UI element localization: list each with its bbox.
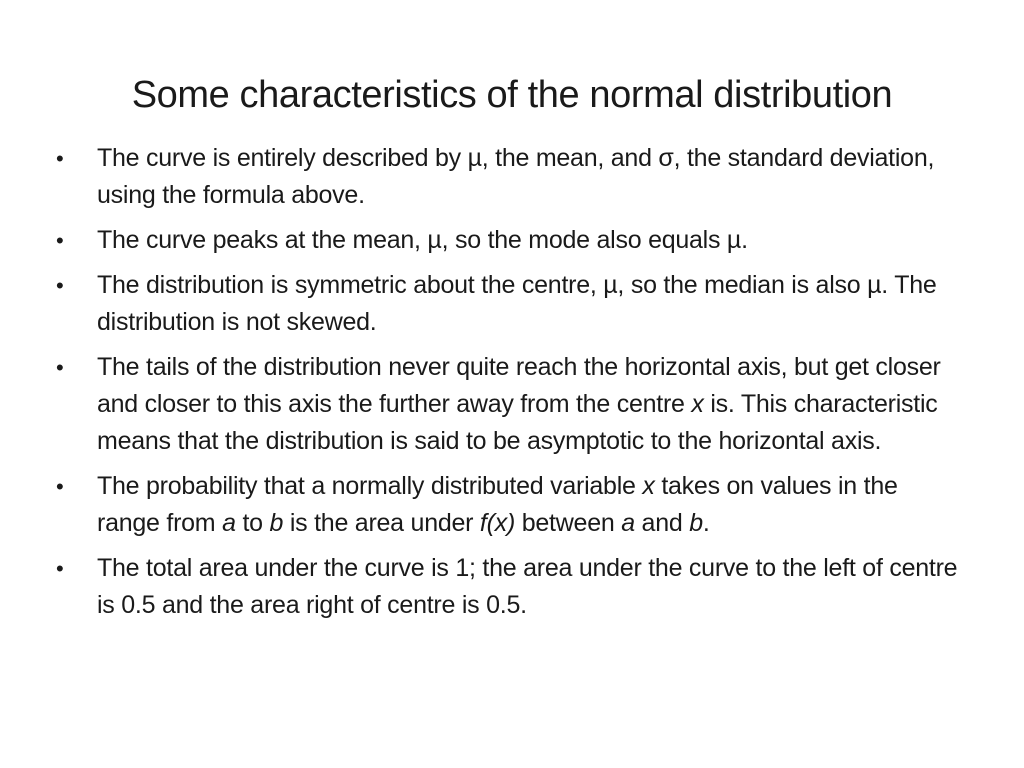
- bullet-text-fragment: The total area under the curve is 1; the area under the curve to the left of centre is 0.5 and the area right of centre is 0.5.: [97, 554, 958, 619]
- bullet-text-fragment: is the area under: [283, 509, 480, 537]
- bullet-item: [56, 140, 966, 214]
- bullet-dot-icon: •: [56, 556, 64, 581]
- bullet-text-fragment: The tails of the distribution never quite reach the horizontal axis, but get closer and closer to this axis the further away from the centre: [97, 353, 941, 418]
- bullet-text-fragment: takes on values in the range from: [97, 472, 898, 537]
- bullet-text-italic: f(x): [479, 509, 516, 537]
- bullet-text-fragment: The probability that a normally distributed variable: [97, 472, 643, 500]
- bullet-item: [56, 222, 966, 259]
- bullet-text-fragment: to: [235, 509, 270, 537]
- bullet-text: [97, 554, 957, 619]
- bullet-text-fragment: is. This characteristic means that the distribution is said to be asymptotic to the horizontal axis.: [97, 390, 938, 455]
- bullet-text: [97, 472, 898, 537]
- bullet-dot-icon: •: [56, 273, 64, 298]
- bullet-text: [97, 226, 748, 254]
- bullet-text-italic: a: [222, 509, 236, 537]
- slide-title: Some characteristics of the normal distribution: [131, 74, 893, 116]
- bullet-text-fragment: The curve peaks at the mean, µ, so the mode also equals µ.: [97, 226, 748, 254]
- bullet-dot-icon: •: [56, 146, 64, 171]
- bullet-text: [97, 353, 941, 455]
- bullet-dot-icon: •: [56, 355, 64, 380]
- bullet-item: [56, 349, 966, 460]
- bullet-text-italic: x: [691, 390, 704, 418]
- bullet-item: [56, 267, 966, 341]
- bullet-text-fragment: The curve is entirely described by µ, the mean, and σ, the standard deviation, using the formula above.: [97, 144, 935, 209]
- bullet-text-italic: x: [642, 472, 655, 500]
- bullet-list: [56, 140, 966, 632]
- bullet-text-italic: a: [621, 509, 635, 537]
- bullet-dot-icon: •: [56, 474, 64, 499]
- bullet-text-fragment: The distribution is symmetric about the centre, µ, so the median is also µ. The distribution is not skewed.: [97, 271, 937, 336]
- bullet-text-fragment: .: [702, 509, 710, 537]
- bullet-item: [56, 468, 966, 542]
- bullet-text-italic: b: [269, 509, 284, 537]
- bullet-text: [97, 144, 934, 209]
- bullet-text-italic: b: [689, 509, 703, 537]
- bullet-text-fragment: and: [634, 509, 690, 537]
- bullet-dot-icon: •: [56, 228, 64, 253]
- bullet-text-fragment: between: [515, 509, 622, 537]
- bullet-text: [97, 271, 937, 336]
- bullet-item: [56, 550, 966, 624]
